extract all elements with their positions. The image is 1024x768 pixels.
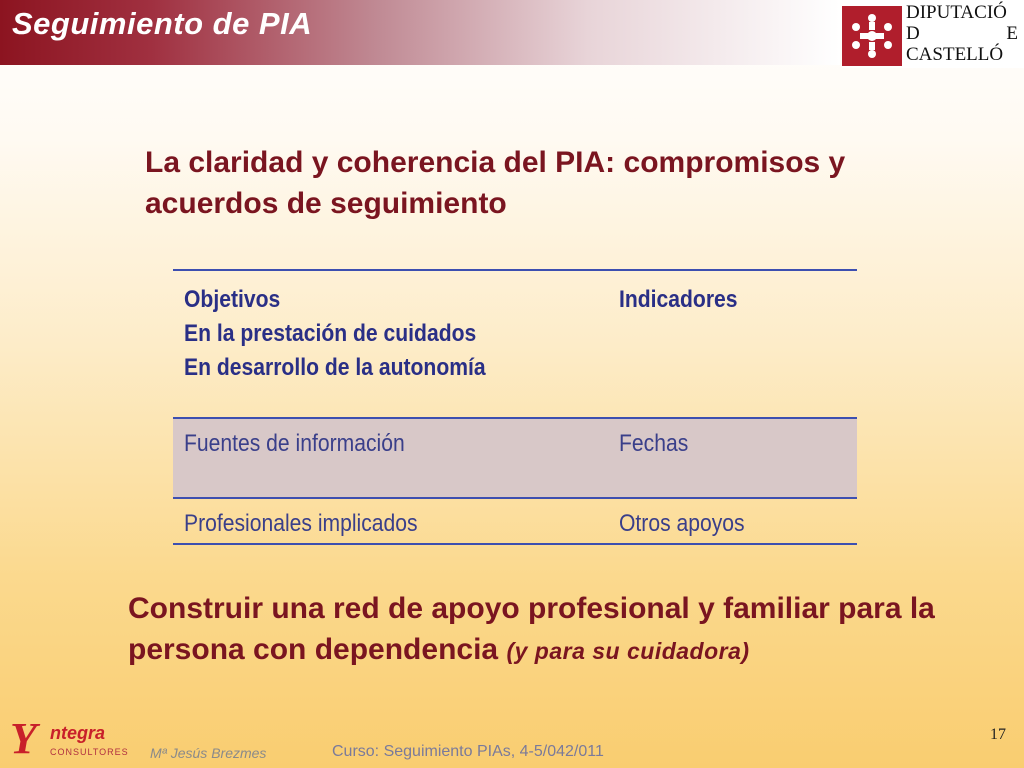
objectives-table: [173, 269, 857, 545]
integra-logo-sub: CONSULTORES: [50, 747, 129, 757]
logo-line-2a: D: [906, 23, 920, 44]
footer-author: Mª Jesús Brezmes: [150, 745, 267, 761]
table-cell: Fuentes de información: [184, 430, 405, 457]
table-row: [173, 499, 857, 545]
integra-logo-name: ntegra: [50, 723, 106, 743]
diputacio-logo-text: [906, 2, 1022, 65]
footer-course: Curso: Seguimiento PIAs, 4-5/042/011: [332, 743, 604, 760]
bottom-statement: [128, 588, 1008, 672]
diputacio-emblem-icon: [842, 6, 902, 66]
table-row: [173, 269, 857, 419]
logo-line-2: [906, 23, 1018, 44]
logo-line-2b: E: [1006, 23, 1018, 44]
table-cell-line: Objetivos: [184, 286, 281, 313]
logo-line-1: DIPUTACIÓ: [906, 2, 1007, 23]
table-cell: Profesionales implicados: [184, 510, 418, 537]
table-cell: [184, 283, 486, 385]
slide-title: Seguimiento de PIA: [12, 6, 313, 41]
logo-line-3: CASTELLÓ: [906, 44, 1004, 65]
table-cell: Fechas: [619, 430, 689, 457]
page-number: 17: [990, 726, 1006, 743]
bottom-statement-italic: (y para su cuidadora): [506, 638, 750, 664]
table-row: [173, 419, 857, 499]
table-cell: Otros apoyos: [619, 510, 745, 537]
table-cell-line: En desarrollo de la autonomía: [184, 354, 486, 381]
integra-y-icon: Y: [10, 714, 37, 763]
table-cell-line: En la prestación de cuidados: [184, 320, 477, 347]
table-cell: Indicadores: [619, 286, 738, 313]
bottom-statement-text: Construir una red de apoyo profesional y familiar para la persona con dependencia: [128, 592, 935, 666]
slide-heading: La claridad y coherencia del PIA: compromisos y acuerdos de seguimiento: [145, 146, 846, 220]
integra-logo: [8, 713, 128, 763]
